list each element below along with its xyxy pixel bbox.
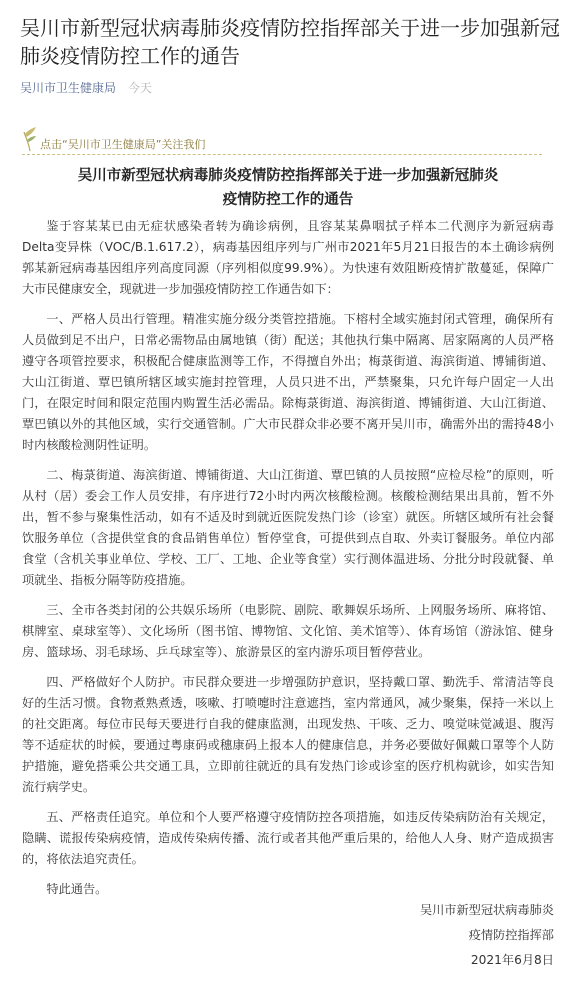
- notice-title: [54, 164, 522, 212]
- signature-block: [354, 898, 554, 973]
- notice-body: [22, 216, 554, 909]
- dashed-divider: [22, 154, 542, 155]
- signature-date: 2021年6月8日: [470, 953, 554, 967]
- paragraph-1: 一、严格人员出行管理。精准实施分级分类管控措施。下榕村全域实施封闭式管理，确保所有人员做到足不出户，日常必需物品由属地镇（街）配送；其他执行集中隔离、居家隔离的人员严格遵守各项管控要求，积极配合健康监测等工作，不得擅自外出；梅菉街道、海滨街道、博铺街道、大山江街道、覃巴镇所辖区域实施封控管理，人员只进不出，严禁聚集，只允许每户固定一人出门，在限定时间和限定范围内购置生活必需品。除梅菉街道、海滨街道、博铺街道、大山江街道、覃巴镇以外的其他区域，实行交通管制。广大市民群众非必要不离开吴川市，确需外出的需持48小时内核酸检测阴性证明。: [22, 312, 554, 452]
- follow-banner[interactable]: [22, 122, 542, 162]
- article-title: 吴川市新型冠状病毒肺炎疫情防控指挥部关于进一步加强新冠肺炎疫情防控工作的通告: [20, 16, 560, 68]
- publish-date: 今天: [127, 81, 152, 95]
- paragraph-4: 四、严格做好个人防护。市民群众要进一步增强防护意识，坚持戴口罩、勤洗手、常清洁等良好的生活习惯。食物煮熟煮透，咳嗽、打喷嚏时注意遮挡，室内常通风，减少聚集，保持一米以上的社交距离。每位市民每天要进行自我的健康监测，出现发热、干咳、乏力、嗅觉味觉减退、腹泻等不适症状的时候，要通过粤康码或穗康码上报本人的健康信息，并务必要做好佩戴口罩等个人防护措施，避免搭乘公共交通工具，立即前往就近的具有发热门诊或诊室的医疗机构就诊，如实告知流行病学史。: [22, 675, 554, 794]
- notice-title-line2: 疫情防控工作的通告: [222, 192, 354, 208]
- account-name-link[interactable]: 吴川市卫生健康局: [20, 81, 117, 95]
- follow-prompt[interactable]: 点击“吴川市卫生健康局”关注我们: [40, 138, 206, 151]
- paragraph-5: 五、严格责任追究。单位和个人要严格遵守疫情防控各项措施，如违反传染病防治有关规定，隐瞒、谎报传染病疫情，造成传染病传播、流行或者其他严重后果的，给他人人身、财产造成损害的，将依法追究责任。: [22, 810, 554, 866]
- paragraph-3: 三、全市各类封闭的公共娱乐场所（电影院、剧院、歌舞娱乐场所、上网服务场所、麻将馆、棋牌室、桌球室等）、文化场所（图书馆、博物馆、文化馆、美术馆等）、体育场馆（游泳馆、健身房、篮球场、羽毛球场、乒乓球室等）、旅游景区的室内游乐项目暂停营业。: [22, 603, 554, 659]
- pen-leaf-icon: [22, 126, 38, 156]
- paragraph-closing: 特此通告。: [46, 882, 108, 896]
- notice-title-line1: 吴川市新型冠状病毒肺炎疫情防控指挥部关于进一步加强新冠肺炎: [77, 168, 499, 184]
- article-meta: [20, 80, 152, 96]
- paragraph-2: 二、梅菉街道、海滨街道、博铺街道、大山江街道、覃巴镇的人员按照“应检尽检”的原则，听从村（居）委会工作人员安排，有序进行72小时内两次核酸检测。核酸检测结果出具前，暂不外出，暂不参与聚集性活动，如有不适及时到就近医院发热门诊（诊室）就医。所辖区域所有社会餐饮服务单位（含提供堂食的食品销售单位）暂停堂食，可提供到点自取、外卖订餐服务。单位内部食堂（含机关事业单位、学校、工厂、工地、企业等食堂）实行测体温进场、分批分时段就餐、单项就坐、指板分隔等防疫措施。: [22, 468, 554, 587]
- paragraph-intro: 鉴于容某某已由无症状感染者转为确诊病例，且容某某鼻咽拭子样本二代测序为新冠病毒Delta变异株（VOC/B.1.617.2），病毒基因组序列与广州市2021年5月21日报告的本土确诊病例郭某新冠病毒基因组序列高度同源（序列相似度99.9%）。为快速有效阻断疫情扩散蔓延，保障广大市民健康安全，现就进一步加强疫情防控工作通告如下：: [22, 219, 554, 296]
- signature-org-line1: 吴川市新型冠状病毒肺炎: [419, 903, 554, 917]
- signature-org-line2: 疫情防控指挥部: [468, 928, 554, 942]
